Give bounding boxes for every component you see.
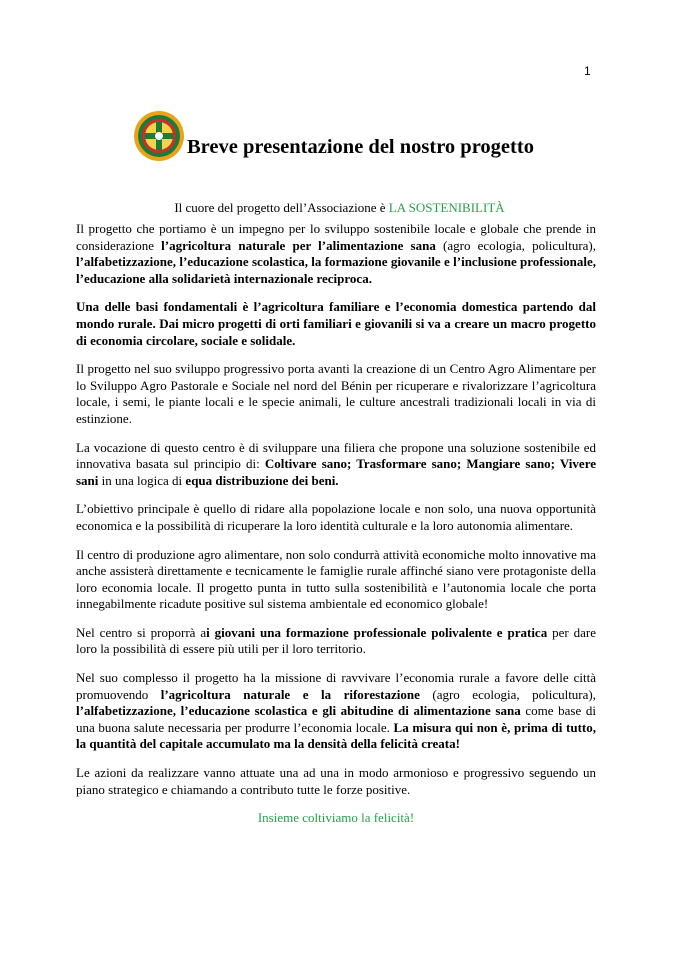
page-title: Breve presentazione del nostro progetto	[187, 136, 534, 158]
page-number: 1	[584, 64, 591, 78]
paragraph: L’obiettivo principale è quello di ridare alla popolazione locale e non solo, una nuova opportunità economica e la possibilità di ricuperare la loro identità culturale e la loro autonomia alimentare.	[76, 501, 596, 533]
paragraph: Il progetto nel suo sviluppo progressivo porta avanti la creazione di un Centro Agro Alimentare per lo Sviluppo Agro Pastorale e Sociale nel nord del Bénin per ricuperare e rivalorizzare l’agricoltura locale, i semi, le piante locali e le specie animali, le culture ancestrali tradizionali locali in via di estinzione.	[76, 361, 596, 426]
paragraph: Una delle basi fondamentali è l’agricoltura familiare e l’economia domestica partendo dal mondo rurale. Dai micro progetti di orti familiari e giovanili si va a creare un macro progetto di economia circolare, sociale e solidale.	[76, 299, 596, 348]
paragraph: La vocazione di questo centro è di sviluppare una filiera che propone una soluzione sostenibile ed innovativa basata sul principio di: Coltivare sano; Trasformare sano; Mangiare sano; Vivere sani in una logica di equa distribuzione dei beni.	[76, 439, 596, 488]
subtitle-lead: Il cuore del progetto dell’Associazione è	[174, 200, 389, 215]
paragraph: Il progetto che portiamo è un impegno per lo sviluppo sostenibile locale e globale che prende in considerazione l’agricoltura naturale per l’alimentazione sana (agro ecologia, policultura), l’alfabetizzazione, l’educazione scolastica, la formazione giovanile e l’inclusione professionale, l’educazione alla solidarietà internazionale reciproca.	[76, 221, 596, 286]
closing-line: Insieme coltiviamo la felicità!	[257, 810, 415, 826]
paragraph: Nel suo complesso il progetto ha la missione di ravvivare l’economia rurale a favore delle città promuovendo l’agricoltura naturale e la riforestazione (agro ecologia, policultura), l’alfabetizzazione, l’educazione scolastica e gli abitudine di alimentazione sana come base di una buona salute necessaria per produrre l’economia locale. La misura qui non è, prima di tutto, la quantità del capitale accumulato ma la densità della felicità creata!	[76, 670, 596, 752]
paragraph: Nel centro si proporrà ai giovani una formazione professionale polivalente e pratica per dare loro la possibilità di essere più utili per il loro territorio.	[76, 624, 597, 657]
association-emblem-icon	[133, 110, 185, 162]
body-text	[76, 221, 596, 826]
subtitle-highlight: LA SOSTENIBILITÀ	[388, 200, 505, 215]
paragraph: Le azioni da realizzare vanno attuate una ad una in modo armonioso e progressivo seguendo un piano strategico e chiamando a contributo tutte le forze positive.	[76, 765, 596, 797]
subtitle	[0, 200, 679, 216]
paragraph: Il centro di produzione agro alimentare, non solo condurrà attività economiche molto innovative ma anche assisterà direttamente e tecnicamente le famiglie rurale affinché siano vere protagoniste della loro economia locale. Il progetto punta in tutto sulla sostenibilità e l’autonomia locale che porta innegabilmente ricadute positive sul sistema ambientale ed economico globale!	[76, 546, 596, 612]
